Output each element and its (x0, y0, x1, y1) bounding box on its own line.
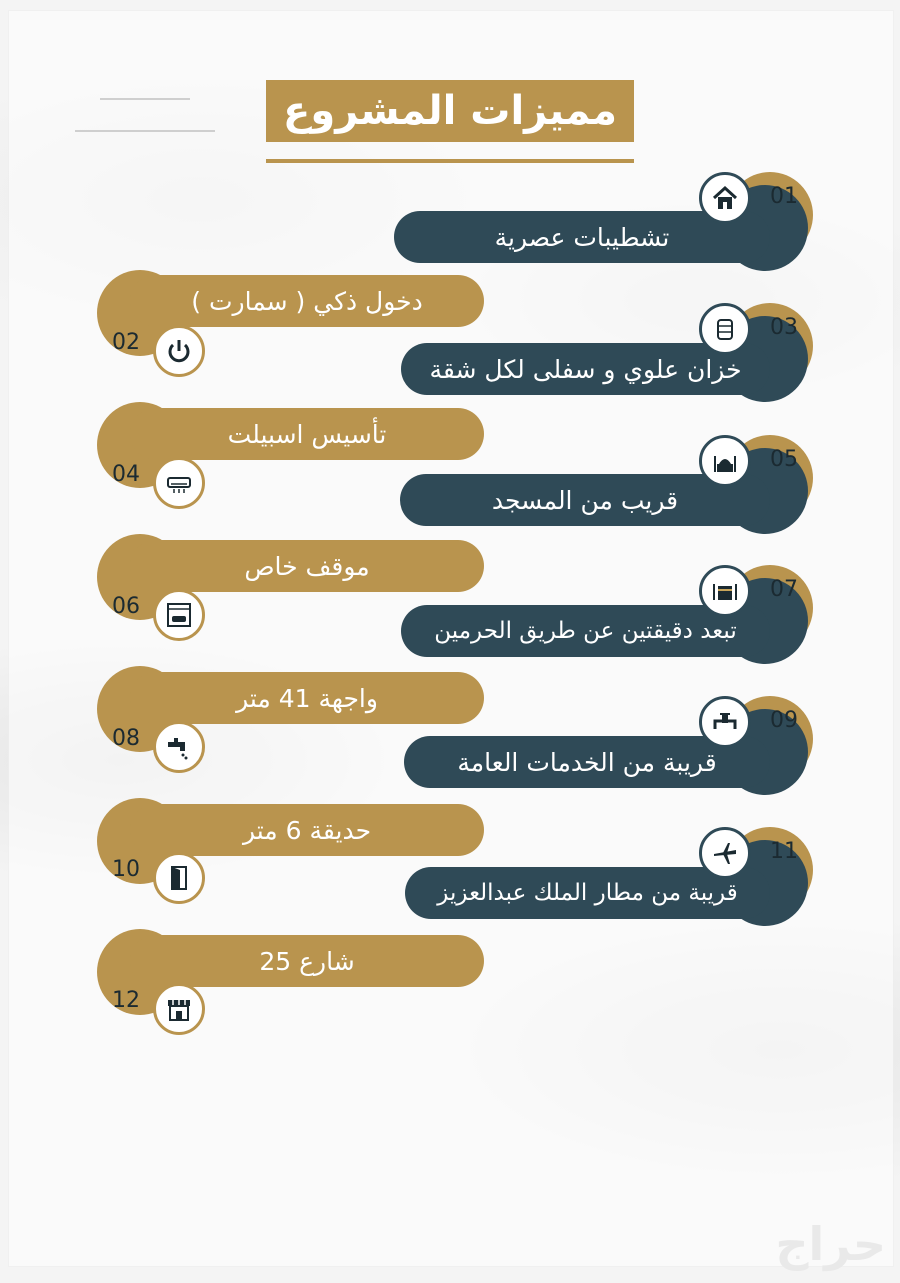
feature-09-label: قريبة من الخدمات العامة (457, 747, 717, 777)
feature-09-icon-holder (699, 696, 751, 748)
feature-08-label: واجهة 41 متر (236, 683, 378, 713)
feature-03-label: خزان علوي و سفلى لكل شقة (429, 354, 742, 384)
feature-10-icon-holder (153, 852, 205, 904)
feature-11-icon-holder (699, 827, 751, 879)
feature-11-label: قريبة من مطار الملك عبدالعزيز (437, 880, 738, 906)
feature-05-label: قريب من المسجد (491, 485, 679, 515)
feature-02-pill (130, 275, 484, 327)
feature-06-label: موقف خاص (244, 551, 370, 581)
title-underline (266, 159, 634, 163)
feature-08-icon-holder (153, 721, 205, 773)
feature-04-label: تأسيس اسبيلت (227, 419, 387, 449)
watermark-logo: حراج (775, 1217, 886, 1271)
airplane-icon (710, 838, 740, 868)
feature-09-number: 09 (770, 708, 798, 733)
feature-04-icon-holder (153, 457, 205, 509)
title-banner (266, 80, 634, 142)
feature-04-pill (130, 408, 484, 460)
feature-08-number: 08 (112, 726, 140, 751)
feature-01-icon-holder (699, 172, 751, 224)
feature-02-icon-holder (153, 325, 205, 377)
decorative-speck (100, 98, 190, 100)
faucet-icon (164, 732, 194, 762)
feature-01-number: 01 (770, 184, 798, 209)
door-icon (164, 863, 194, 893)
feature-12-label: شارع 25 (259, 946, 355, 976)
feature-06-icon-holder (153, 589, 205, 641)
garage-icon (164, 600, 194, 630)
feature-11-number: 11 (770, 839, 798, 864)
feature-06-pill (130, 540, 484, 592)
mosque-icon (710, 446, 740, 476)
feature-07-icon-holder (699, 565, 751, 617)
page-title: مميزات المشروع (283, 88, 617, 134)
feature-07-number: 07 (770, 577, 798, 602)
feature-03-icon-holder (699, 303, 751, 355)
feature-12-number: 12 (112, 988, 140, 1013)
pipe-valve-icon (710, 707, 740, 737)
air-conditioner-icon (164, 468, 194, 498)
power-icon (164, 336, 194, 366)
feature-01-label: تشطيبات عصرية (494, 222, 670, 252)
feature-02-label: دخول ذكي ( سمارت ) (191, 286, 423, 316)
water-tank-icon (710, 314, 740, 344)
feature-08-pill (130, 672, 484, 724)
feature-12-icon-holder (153, 983, 205, 1035)
feature-04-number: 04 (112, 462, 140, 487)
decorative-speck (75, 130, 215, 132)
feature-06-number: 06 (112, 594, 140, 619)
feature-05-number: 05 (770, 447, 798, 472)
shop-icon (164, 994, 194, 1024)
feature-12-pill (130, 935, 484, 987)
feature-07-label: تبعد دقيقتين عن طريق الحرمين (434, 618, 737, 644)
feature-10-pill (130, 804, 484, 856)
feature-02-number: 02 (112, 330, 140, 355)
house-icon (710, 183, 740, 213)
feature-05-icon-holder (699, 435, 751, 487)
kaaba-icon (710, 576, 740, 606)
feature-10-number: 10 (112, 857, 140, 882)
feature-03-number: 03 (770, 315, 798, 340)
feature-10-label: حديقة 6 متر (242, 815, 372, 845)
